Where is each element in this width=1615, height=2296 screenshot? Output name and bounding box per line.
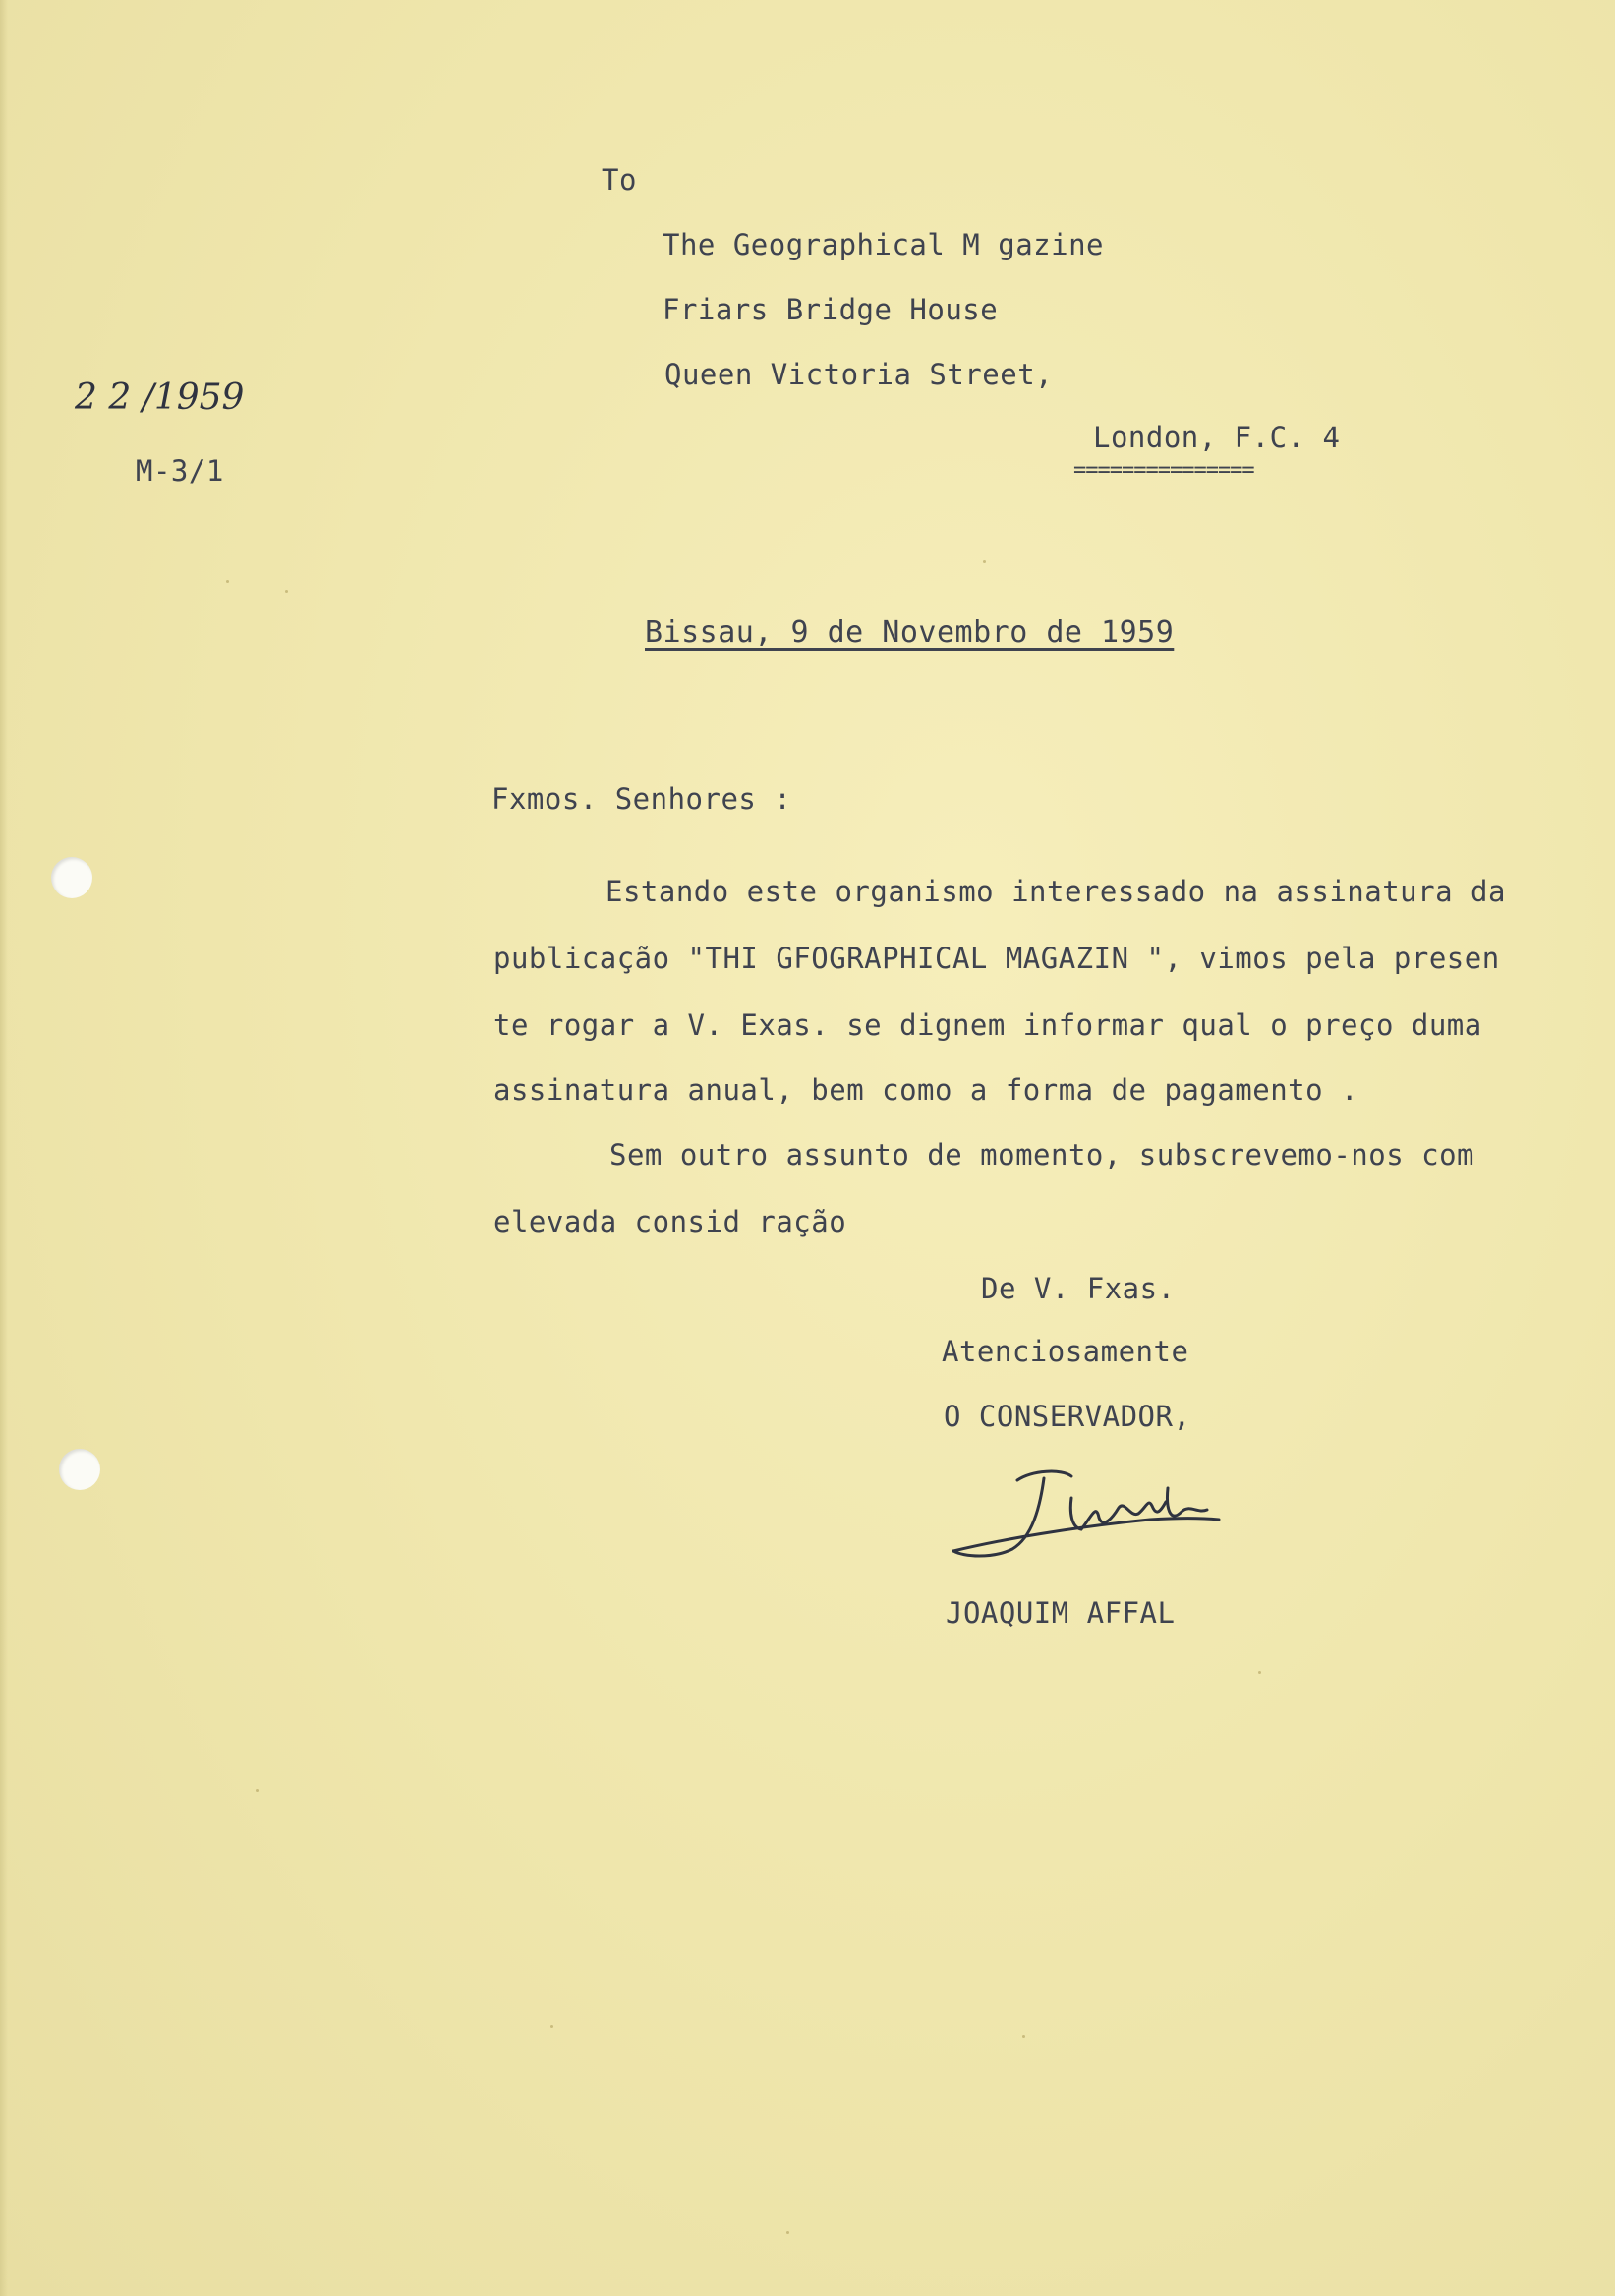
paper-speck (256, 1789, 259, 1792)
recipient-to-label: To (602, 163, 637, 197)
margin-file-code: M-3/1 (136, 454, 224, 488)
salutation: Fxmos. Senhores : (491, 782, 792, 816)
recipient-address-line3: Queen Victoria Street, (664, 358, 1054, 391)
recipient-address-line2: Friars Bridge House (663, 293, 999, 326)
paper-speck (550, 2025, 553, 2028)
paper-speck (285, 590, 288, 593)
punch-hole-top (51, 857, 92, 898)
paper-speck (226, 580, 229, 583)
handwritten-signature (924, 1459, 1239, 1586)
signer-name: JOAQUIM AFFAL (946, 1596, 1176, 1630)
recipient-city: London, F.C. 4 (1093, 421, 1341, 454)
punch-hole-bottom (59, 1449, 100, 1490)
paper-edge-shadow (0, 0, 8, 2296)
paper-speck (1022, 2035, 1025, 2038)
closing-line-1: De V. Fxas. (981, 1272, 1176, 1305)
paper-speck (786, 2231, 789, 2234)
paper-speck (1258, 1671, 1261, 1674)
closing-line-3: O CONSERVADOR, (944, 1400, 1191, 1433)
body-line-3: te rogar a V. Exas. se dignem informar qual o preço duma (493, 1008, 1482, 1042)
paper-speck (983, 560, 986, 563)
body-line-5: Sem outro assunto de momento, subscrevemo-nos com (609, 1138, 1475, 1172)
recipient-city-rule: =============== (1073, 458, 1254, 483)
body-line-4: assinatura anual, bem como a forma de pagamento . (493, 1073, 1359, 1107)
body-line-6: elevada consid ração (493, 1205, 847, 1238)
body-line-1: Estando este organismo interessado na assinatura da (606, 875, 1506, 908)
closing-line-2: Atenciosamente (942, 1335, 1189, 1368)
dateline: Bissau, 9 de Novembro de 1959 (645, 615, 1175, 650)
body-line-2: publicação "THI GFOGRAPHICAL MAGAZIN ", vimos pela presen (493, 942, 1500, 975)
recipient-name: The Geographical M gazine (663, 228, 1104, 261)
margin-reference-number: 2 2 /1959 (75, 377, 245, 418)
